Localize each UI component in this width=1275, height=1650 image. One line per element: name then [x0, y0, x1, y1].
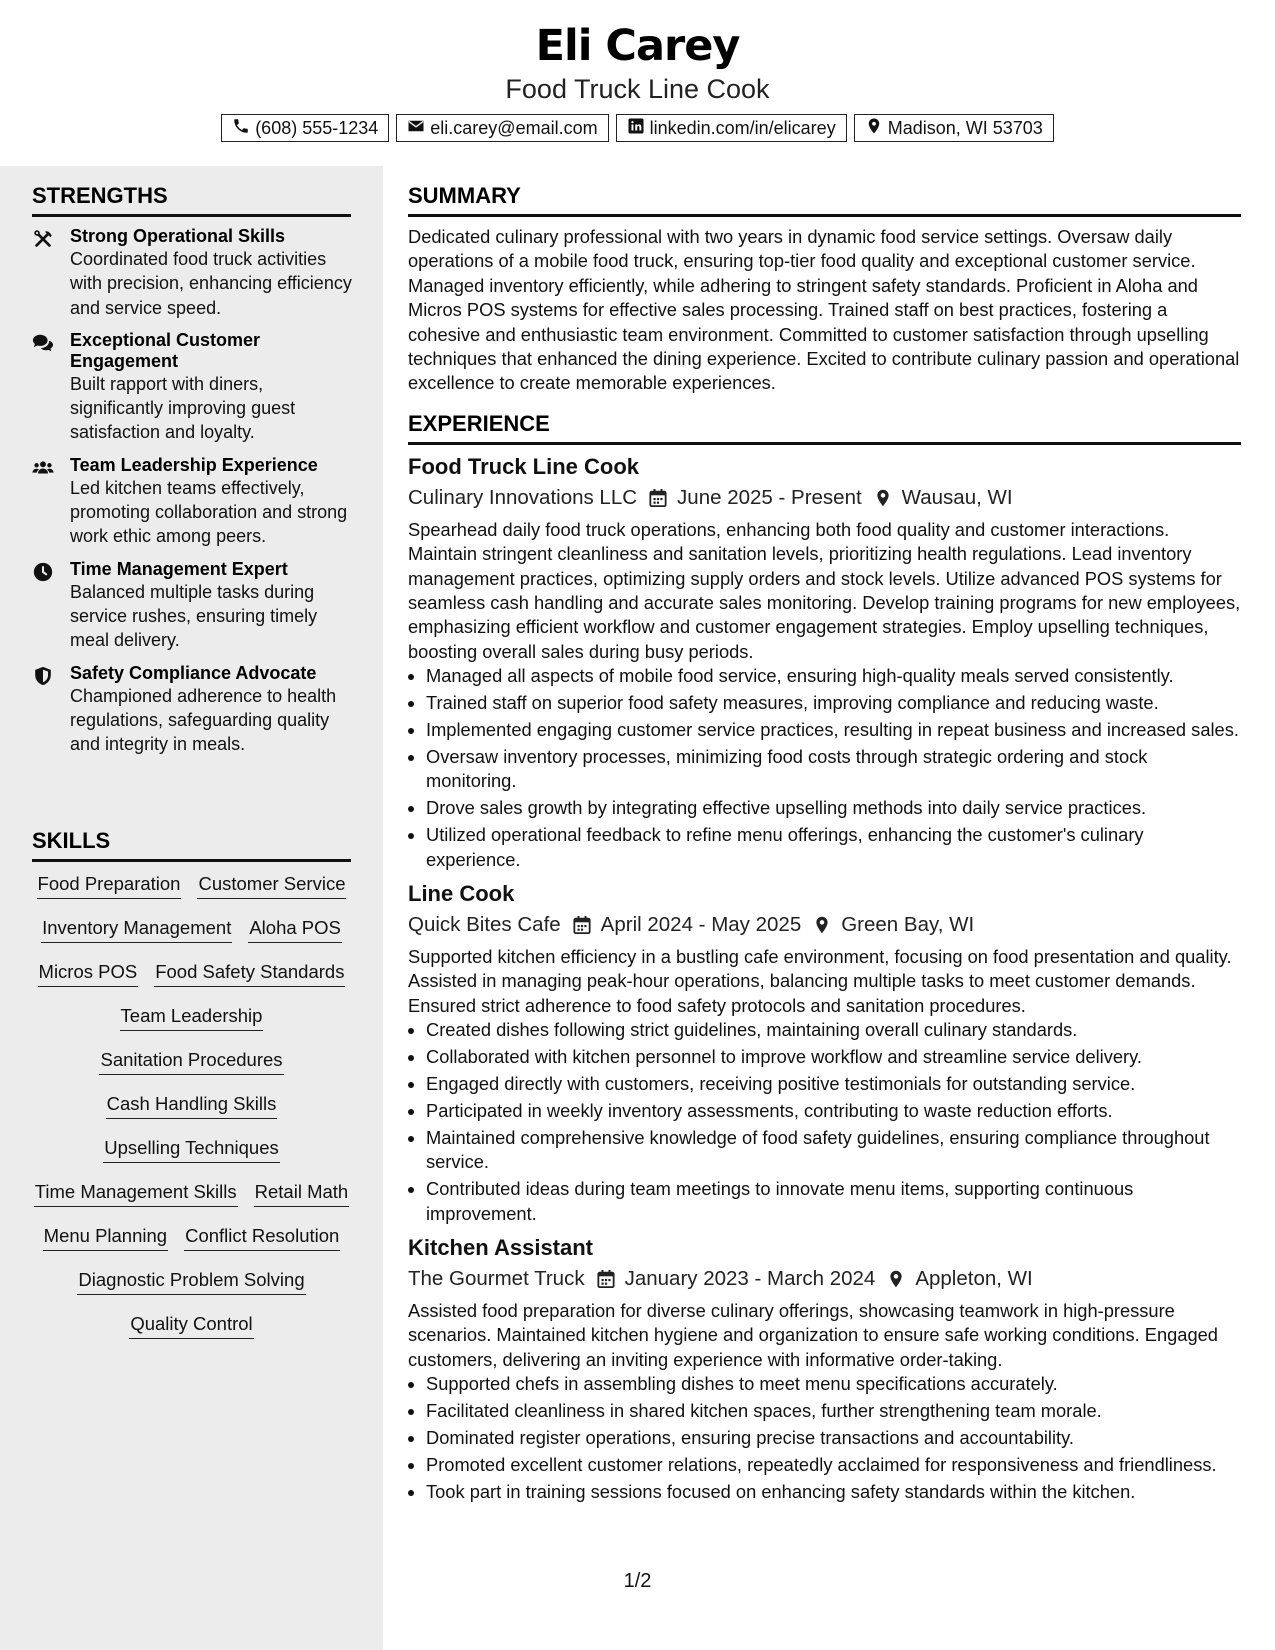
- job-title: Food Truck Line Cook: [408, 453, 640, 479]
- skill-tag: Cash Handling Skills: [106, 1092, 278, 1119]
- bullet-item: • Participated in weekly inventory assessments, contributing to waste reduction efforts.: [426, 1099, 1241, 1123]
- summary-text: Dedicated culinary professional with two years in dynamic food service settings. Oversaw daily operations of a mobile food truck, ensuring top-tier food quality and exceptional customer service. Managed inventory efficiently, while adhering to stringent safety standards. Proficient in Aloha and Micros POS systems for effective sales processing. Trained staff on best practices, fostering a cohesive and enthusiastic team environment. Committed to customer satisfaction through upselling techniques that enhanced the dining experience. Excited to contribute culinary passion and operational excellence to create memorable experiences.: [408, 226, 1240, 394]
- candidate-name: Eli Carey: [535, 21, 740, 71]
- job-title: Kitchen Assistant: [408, 1235, 594, 1260]
- bullet-item: • Utilized operational feedback to refine menu offerings, enhancing the customer's culinary experience.: [426, 823, 1241, 872]
- resume-header: [0, 0, 1275, 166]
- map-pin-icon: [874, 488, 892, 508]
- bullet-item: • Dominated register operations, ensuring precise transactions and accountability.: [426, 1426, 1241, 1450]
- strength-title: Time Management Expert: [70, 558, 288, 579]
- strength-item: [32, 330, 352, 445]
- bullet-item: • Took part in training sessions focused on enhancing safety standards within the kitchen.: [426, 1480, 1241, 1504]
- job-entry: [408, 880, 1241, 1226]
- skill-tag: Time Management Skills: [34, 1180, 238, 1207]
- experience-heading: EXPERIENCE: [408, 411, 1241, 445]
- skill-tag: Diagnostic Problem Solving: [77, 1268, 305, 1295]
- skill-tag: Sanitation Procedures: [99, 1048, 283, 1075]
- contact-linkedin[interactable]: [616, 114, 847, 142]
- skill-tag: Food Preparation: [37, 872, 182, 899]
- strength-item: [32, 226, 352, 320]
- main-column: [408, 166, 1241, 1507]
- bullet-item: • Facilitated cleanliness in shared kitchen spaces, further strengthening team morale.: [426, 1399, 1241, 1423]
- job-bullets: [408, 1018, 1241, 1226]
- job-location: Wausau, WI: [901, 485, 1013, 509]
- map-pin-icon: [887, 1269, 905, 1289]
- calendar-icon: [573, 915, 591, 935]
- strength-item: [32, 663, 352, 757]
- clock-icon: [32, 559, 70, 653]
- bullet-item: • Drove sales growth by integrating effective upselling methods into daily service practices.: [426, 796, 1241, 820]
- shield-icon: [32, 663, 70, 757]
- job-description: Assisted food preparation for diverse culinary offerings, showcasing teamwork in high-pressure scenarios. Maintained kitchen hygiene and organization to ensure safe working conditions. Engaged customers, delivering an inviting experience with informative order-taking.: [408, 1300, 1218, 1370]
- job-title: Line Cook: [408, 881, 515, 907]
- map-pin-icon: [865, 117, 883, 140]
- bullet-item: • Maintained comprehensive knowledge of food safety guidelines, ensuring compliance throughout service.: [426, 1126, 1241, 1175]
- strength-title: Exceptional Customer Engagement: [70, 329, 261, 371]
- job-description: Spearhead daily food truck operations, enhancing both food quality and customer interactions. Maintain stringent cleanliness and sanitation levels, prioritizing health regulations. Lead inventory management practices, optimizing supply orders and stock levels. Utilize advanced POS systems for seamless cash handling and accurate sales monitoring. Develop training programs for new employees, emphasizing efficient workflow and customer engagement strategies. Employ upselling techniques, boosting overall sales during busy periods.: [408, 518, 1241, 662]
- job-description: Supported kitchen efficiency in a bustling cafe environment, focusing on food presentation and quality. Assisted in managing peak-hour operations, balancing multiple tasks to meet customer demands. Ensured strict adherence to food safety protocols and sanitation procedures.: [408, 946, 1232, 1016]
- summary-heading: SUMMARY: [408, 183, 1241, 217]
- users-icon: [32, 455, 70, 549]
- job-company: Culinary Innovations LLC: [408, 485, 638, 509]
- skill-tag: Inventory Management: [41, 916, 232, 943]
- contact-phone: [221, 114, 389, 142]
- job-meta: [408, 1265, 1241, 1293]
- skill-tag: Food Safety Standards: [154, 960, 345, 987]
- strength-title: Strong Operational Skills: [70, 226, 286, 246]
- contact-bar: [0, 114, 1275, 142]
- skills-list: [32, 872, 351, 1356]
- linkedin-icon: [627, 117, 645, 140]
- strengths-list: [32, 226, 352, 766]
- chat-bubbles-icon: [32, 330, 70, 445]
- bullet-item: • Contributed ideas during team meetings to innovate menu items, supporting continuous improvement.: [426, 1177, 1241, 1226]
- strength-title: Team Leadership Experience: [70, 454, 318, 475]
- job-dates: April 2024 - May 2025: [600, 913, 802, 937]
- calendar-icon: [597, 1269, 615, 1289]
- skill-tag: Micros POS: [38, 960, 139, 987]
- contact-location: [854, 114, 1054, 142]
- job-company: Quick Bites Cafe: [408, 913, 561, 937]
- strength-desc: Coordinated food truck activities with precision, enhancing efficiency and service speed.: [70, 249, 352, 318]
- contact-location-text: Madison, WI 53703: [887, 117, 1043, 138]
- contact-email-text: eli.carey@email.com: [430, 117, 598, 138]
- candidate-title: Food Truck Line Cook: [505, 74, 770, 104]
- job-dates: January 2023 - March 2024: [624, 1267, 876, 1290]
- job-dates: June 2025 - Present: [677, 485, 862, 509]
- job-entry: [408, 453, 1241, 872]
- job-meta: [408, 911, 1241, 939]
- skills-heading: SKILLS: [32, 828, 351, 862]
- strength-item: [32, 455, 352, 549]
- bullet-item: • Trained staff on superior food safety measures, improving compliance and reducing waste.: [426, 691, 1241, 715]
- strength-desc: Championed adherence to health regulations, safeguarding quality and integrity in meals.: [70, 685, 337, 755]
- skill-tag: Conflict Resolution: [184, 1224, 340, 1251]
- job-location: Appleton, WI: [915, 1267, 1033, 1290]
- job-company: The Gourmet Truck: [408, 1267, 585, 1290]
- strength-title: Safety Compliance Advocate: [70, 662, 317, 683]
- skill-tag: Quality Control: [129, 1312, 253, 1339]
- calendar-icon: [649, 488, 667, 508]
- sidebar: [0, 166, 383, 1650]
- skill-tag: Menu Planning: [43, 1224, 168, 1251]
- bullet-item: • Created dishes following strict guidelines, maintaining overall culinary standards.: [426, 1018, 1241, 1042]
- strength-desc: Led kitchen teams effectively, promoting collaboration and strong work ethic among peers.: [70, 477, 348, 547]
- skill-tag: Aloha POS: [248, 916, 342, 943]
- map-pin-icon: [813, 915, 831, 935]
- page-number: 1/2: [623, 1570, 652, 1592]
- job-bullets: [408, 1372, 1241, 1504]
- strength-item: [32, 559, 352, 653]
- bullet-item: • Collaborated with kitchen personnel to improve workflow and streamline service delivery.: [426, 1045, 1241, 1069]
- tools-icon: [32, 226, 70, 320]
- job-meta: [408, 484, 1241, 512]
- phone-icon: [232, 117, 250, 140]
- bullet-item: • Oversaw inventory processes, minimizing food costs through strategic ordering and stock monitoring.: [426, 745, 1241, 794]
- skill-tag: Retail Math: [254, 1180, 350, 1207]
- bullet-item: • Managed all aspects of mobile food service, ensuring high-quality meals served consistently.: [426, 664, 1241, 688]
- contact-email[interactable]: [396, 114, 608, 142]
- envelope-icon: [407, 117, 425, 140]
- contact-phone-text: (608) 555-1234: [255, 117, 379, 138]
- bullet-item: • Supported chefs in assembling dishes to meet menu specifications accurately.: [426, 1372, 1241, 1396]
- strength-desc: Balanced multiple tasks during service rushes, ensuring timely meal delivery.: [70, 581, 318, 651]
- job-location: Green Bay, WI: [841, 913, 975, 937]
- bullet-item: • Engaged directly with customers, receiving positive testimonials for outstanding service.: [426, 1072, 1241, 1096]
- contact-linkedin-text: linkedin.com/in/elicarey: [649, 117, 836, 138]
- skill-tag: Customer Service: [197, 872, 346, 899]
- job-entry: [408, 1234, 1241, 1504]
- job-bullets: [408, 664, 1241, 872]
- skill-tag: Team Leadership: [120, 1004, 264, 1031]
- strengths-heading: STRENGTHS: [32, 183, 351, 217]
- bullet-item: • Implemented engaging customer service practices, resulting in repeat business and increased sales.: [426, 718, 1241, 742]
- bullet-item: • Promoted excellent customer relations, repeatedly acclaimed for responsiveness and friendliness.: [426, 1453, 1241, 1477]
- skill-tag: Upselling Techniques: [103, 1136, 280, 1163]
- strength-desc: Built rapport with diners, significantly improving guest satisfaction and loyalty.: [70, 373, 296, 443]
